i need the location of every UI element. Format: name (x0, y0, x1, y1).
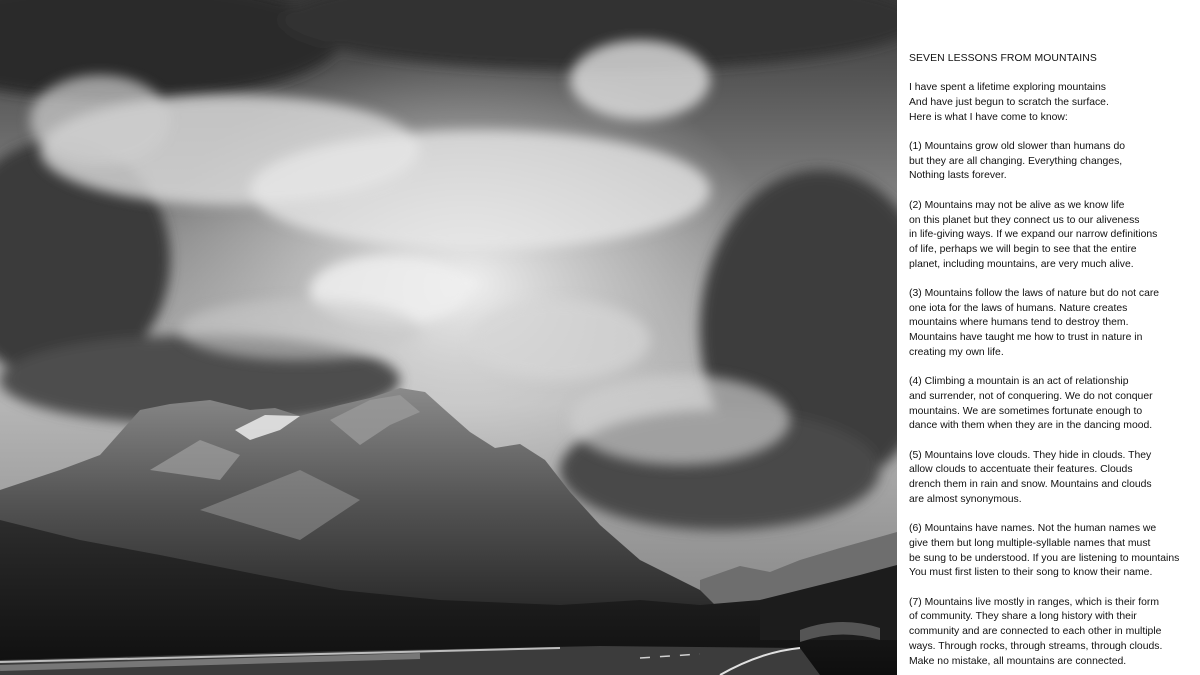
poem-stanza (909, 449, 1194, 508)
poem-stanza (909, 140, 1194, 184)
poem-line: be sung to be understood. If you are listening to mountains (909, 552, 1180, 564)
poem-line: And have just begun to scratch the surface. (909, 96, 1109, 108)
poem-body (909, 81, 1194, 669)
poem-line: and surrender, not of conquering. We do not conquer (909, 390, 1153, 402)
poem-line: of life, perhaps we will begin to see that the entire (909, 243, 1137, 255)
poem-line: allow clouds to accentuate their features. Clouds (909, 464, 1133, 476)
poem-line: are almost synonymous. (909, 493, 1022, 505)
poem-line: Here is what I have come to know: (909, 111, 1068, 123)
poem-line: (3) Mountains follow the laws of nature but do not care (909, 288, 1160, 299)
poem-line: (4) Climbing a mountain is an act of relationship (909, 376, 1129, 388)
poem-line: ways. Through rocks, through streams, through clouds. (909, 640, 1163, 652)
poem-stanza (909, 199, 1194, 273)
poem-panel (897, 0, 1200, 675)
poem-title: SEVEN LESSONS FROM MOUNTAINS (909, 53, 1097, 64)
poem-line: (5) Mountains love clouds. They hide in clouds. They (909, 449, 1152, 461)
poem-line: planet, including mountains, are very much alive. (909, 258, 1134, 270)
poem-line: dance with them when they are in the dancing mood. (909, 420, 1153, 432)
poem-line: on this planet but they connect us to our aliveness (909, 214, 1140, 226)
poem-line: (6) Mountains have names. Not the human names we (909, 523, 1157, 535)
poem-line: (7) Mountains live mostly in ranges, which is their form (909, 596, 1160, 608)
poem-line: in life-giving ways. If we expand our narrow definitions (909, 229, 1158, 241)
poem-line: Make no mistake, all mountains are connected. (909, 655, 1127, 667)
poem-stanza (909, 375, 1194, 434)
poem-line: I have spent a lifetime exploring mountains (909, 82, 1106, 94)
poem-stanza (909, 287, 1194, 361)
poem-line: drench them in rain and snow. Mountains and clouds (909, 479, 1152, 491)
poem-line: community and are connected to each other in multiple (909, 626, 1162, 638)
poem-line: (2) Mountains may not be alive as we know life (909, 199, 1125, 211)
poem-line: creating my own life. (909, 346, 1004, 358)
poem-line: one iota for the laws of humans. Nature creates (909, 302, 1128, 314)
poem-line: Mountains have taught me how to trust in nature in (909, 332, 1143, 344)
poem-line: You must first listen to their song to know their name. (909, 567, 1153, 579)
poem-stanza (909, 596, 1194, 670)
poem-line: mountains where humans tend to destroy them. (909, 317, 1129, 329)
poem-line: but they are all changing. Everything changes, (909, 155, 1123, 167)
poem-line: Nothing lasts forever. (909, 170, 1007, 182)
poem-line: give them but long multiple-syllable names that must (909, 537, 1151, 549)
poem-line: (1) Mountains grow old slower than humans do (909, 141, 1126, 152)
poem-stanza (909, 81, 1194, 125)
poem-line: of community. They share a long history with their (909, 611, 1137, 623)
poem-stanza (909, 522, 1194, 581)
poem-line: mountains. We are sometimes fortunate enough to (909, 405, 1143, 417)
